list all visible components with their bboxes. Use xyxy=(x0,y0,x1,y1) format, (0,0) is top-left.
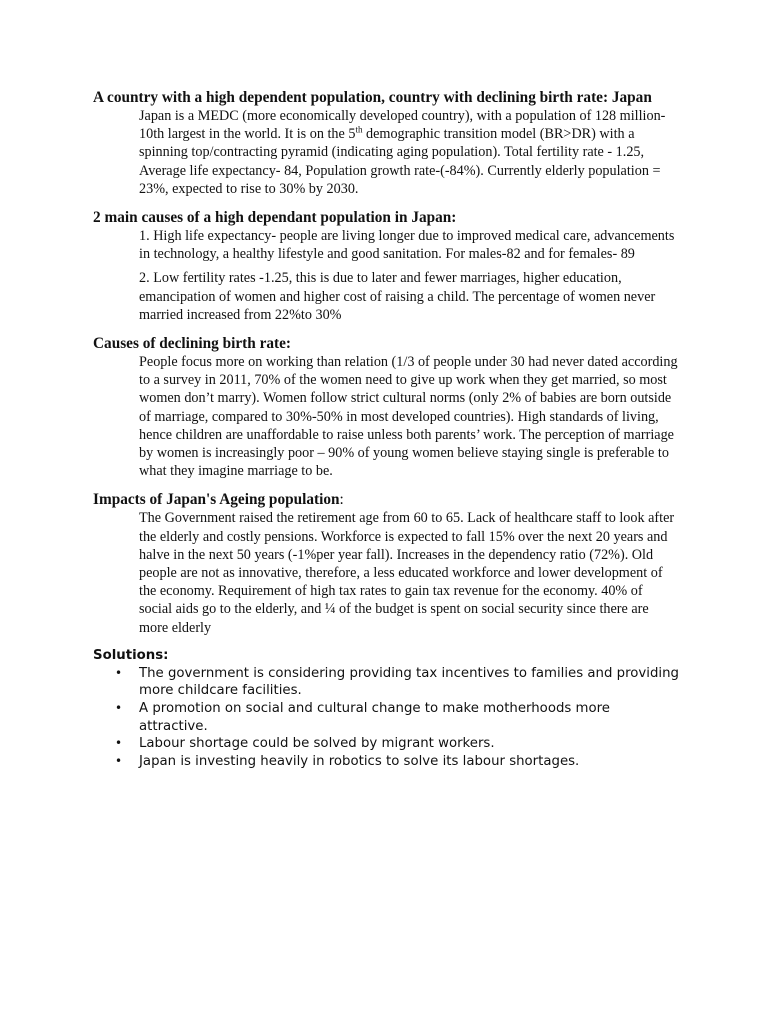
bullet-icon: • xyxy=(115,736,123,751)
impacts-heading-colon: : xyxy=(339,491,344,509)
solutions-list xyxy=(93,665,683,771)
solution-text: Labour shortage could be solved by migrant workers. xyxy=(139,736,495,752)
intro-text-start: Japan is a MEDC (more economically developed country), with a population of 128 million- 10th largest in the world. It is on the 5 xyxy=(139,108,666,143)
list-item xyxy=(93,735,679,753)
intro-text-end: demographic transition model (BR>DR) with a spinning top/contracting pyramid (indicating aging population). Total fertility rate - 1.25, Average life expectancy- 84, Population growth rate-(-84%). Currently elderly population = 23%, expected to rise to 30% by 2030. xyxy=(139,126,661,197)
intro-superscript: th xyxy=(355,124,363,135)
cause-life-expectancy: 1. High life expectancy- people are living longer due to improved medical care, advancements in technology, a healthy lifestyle and good sanitation. For males-82 and for females- 89 xyxy=(139,228,675,263)
document-page xyxy=(93,88,683,770)
impacts-paragraph: The Government raised the retirement age from 60 to 65. Lack of healthcare staff to look after the elderly and costly pensions. Workforce is expected to fall 15% over the next 20 years and halve in the next 50 years (-1%per year fall). Increases in the dependency ratio (72%). Old people are not as innovative, therefore, a less educated workforce and lower development of the economy. Requirement of high tax rates to gain tax revenue for the economy. 40% of social aids go to the elderly, and ¼ of the budget is spent on social security since there are more elderly xyxy=(139,510,675,636)
bullet-icon: • xyxy=(115,665,123,680)
solution-text: The government is considering providing tax incentives to families and providing more childcare facilities. xyxy=(139,665,679,699)
list-item xyxy=(93,700,679,735)
document-title: A country with a high dependent population, country with declining birth rate: Japan xyxy=(93,89,652,106)
impacts-heading xyxy=(93,490,683,509)
list-item xyxy=(93,665,679,700)
solutions-section xyxy=(93,647,683,771)
bullet-icon: • xyxy=(115,701,123,716)
declining-birth-rate-heading: Causes of declining birth rate: xyxy=(93,335,292,353)
impacts-heading-text: Impacts of Japan's Ageing population xyxy=(93,491,340,509)
bullet-icon: • xyxy=(115,753,123,768)
declining-birth-rate-paragraph: People focus more on working than relation (1/3 of people under 30 had never dated according to a survey in 2011, 70% of the women need to give up work when they get married, so most women don’t marry). Women follow strict cultural norms (only 2% of babies are born outside of marriage, compared to 30%-50% in most developed countries). High standards of living, hence children are unaffordable to raise unless both parents’ work. The perception of marriage by women is increasingly poor – 90% of young women believe staying single is preferable to what they imagine marriage to be. xyxy=(139,354,678,480)
solutions-heading: Solutions: xyxy=(93,647,169,663)
cause-low-fertility: 2. Low fertility rates -1.25, this is due to later and fewer marriages, higher education, emancipation of women and higher cost of raising a child. The percentage of women never married increased from 22%to 30% xyxy=(139,270,656,323)
solution-text: Japan is investing heavily in robotics to solve its labour shortages. xyxy=(139,753,580,769)
list-item xyxy=(93,753,679,771)
solution-text: A promotion on social and cultural change to make motherhoods more attractive. xyxy=(139,701,610,734)
intro-paragraph xyxy=(139,107,679,198)
causes-heading: 2 main causes of a high dependant population in Japan: xyxy=(93,209,457,227)
